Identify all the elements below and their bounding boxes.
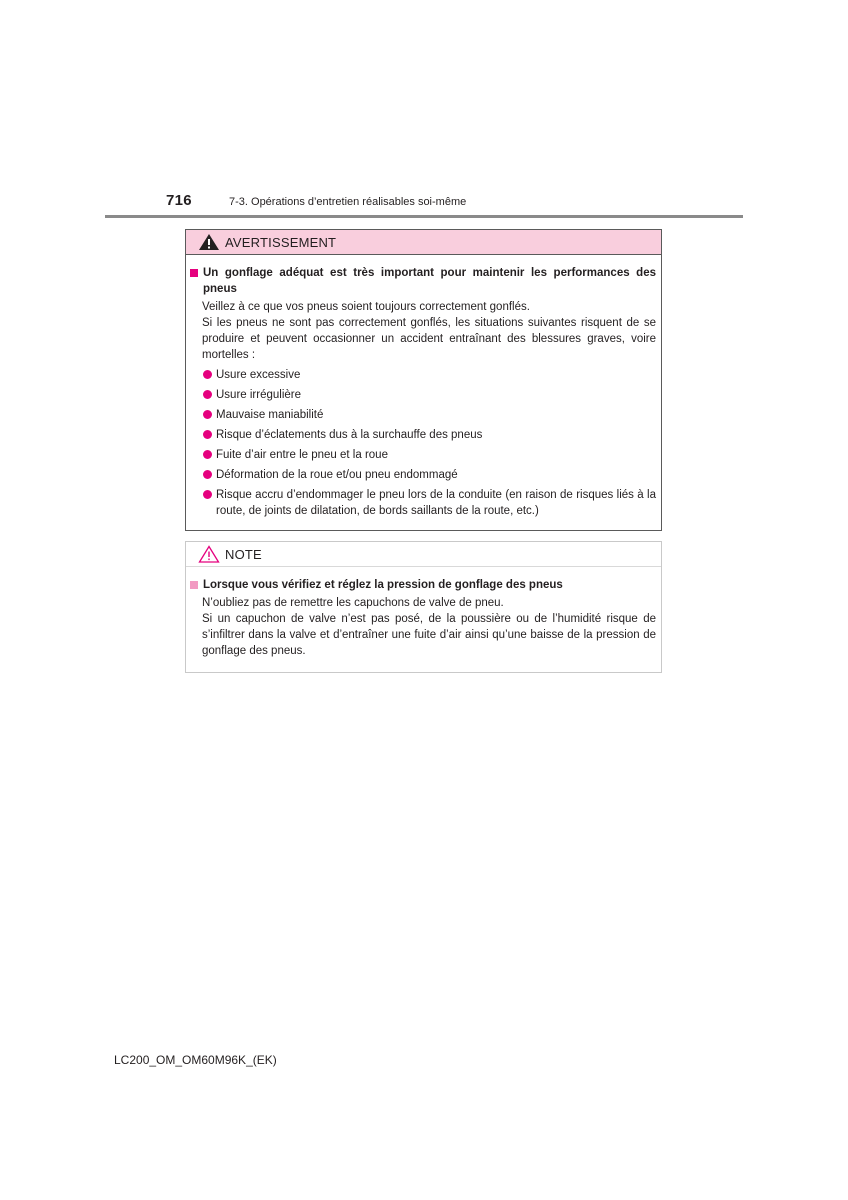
note-box [185, 541, 662, 673]
warning-paragraph: Si les pneus ne sont pas correctement gonflés, les situations suivantes risquent de se produire et peuvent occasionner un accident entraînant des blessures graves, voire mortelles : [202, 317, 656, 361]
note-label: NOTE [225, 546, 262, 562]
page-number: 716 [166, 192, 192, 209]
warning-item-title [190, 265, 656, 297]
square-bullet-icon [190, 581, 198, 589]
warning-body [186, 255, 661, 519]
warning-box [185, 229, 662, 531]
circle-bullet-icon [203, 370, 212, 379]
warning-label: AVERTISSEMENT [225, 234, 337, 250]
warning-triangle-icon [198, 233, 220, 251]
warning-paragraph: Veillez à ce que vos pneus soient toujours correctement gonflés. [202, 301, 530, 313]
warning-paragraphs [202, 299, 656, 363]
list-item: Risque accru d’endommager le pneu lors de la conduite (en raison de risques liés à la route, de joints de dilatation, de bords saillants de la route, etc.) [202, 487, 656, 519]
list-item: Usure excessive [202, 367, 656, 383]
warning-bullet-list [202, 367, 656, 519]
list-item: Fuite d’air entre le pneu et la roue [202, 447, 656, 463]
header-divider [105, 215, 743, 218]
list-item: Mauvaise maniabilité [202, 407, 656, 423]
list-item: Usure irrégulière [202, 387, 656, 403]
note-paragraph: N’oubliez pas de remettre les capuchons de valve de pneu. [202, 597, 504, 609]
circle-bullet-icon [203, 490, 212, 499]
document-code: LC200_OM_OM60M96K_(EK) [114, 1053, 277, 1067]
note-paragraphs [202, 595, 656, 659]
note-item-title-text: Lorsque vous vérifiez et réglez la pression de gonflage des pneus [203, 579, 563, 591]
circle-bullet-icon [203, 450, 212, 459]
note-body [186, 567, 661, 659]
warning-header [186, 230, 661, 255]
circle-bullet-icon [203, 410, 212, 419]
note-paragraph: Si un capuchon de valve n’est pas posé, de la poussière ou de l’humidité risque de s’infiltrer dans la valve et d’entraîner une fuite d’air ainsi qu’une baisse de la pression de gonflage des pneus. [202, 613, 656, 657]
caution-triangle-icon [198, 545, 220, 563]
note-header [186, 542, 661, 567]
warning-item-title-text: Un gonflage adéquat est très important pour maintenir les performances des pneus [203, 267, 656, 295]
note-item-title [190, 577, 656, 593]
list-item: Déformation de la roue et/ou pneu endommagé [202, 467, 656, 483]
list-item: Risque d’éclatements dus à la surchauffe des pneus [202, 427, 656, 443]
circle-bullet-icon [203, 470, 212, 479]
square-bullet-icon [190, 269, 198, 277]
circle-bullet-icon [203, 390, 212, 399]
circle-bullet-icon [203, 430, 212, 439]
section-title: 7-3. Opérations d’entretien réalisables soi-même [229, 196, 467, 208]
